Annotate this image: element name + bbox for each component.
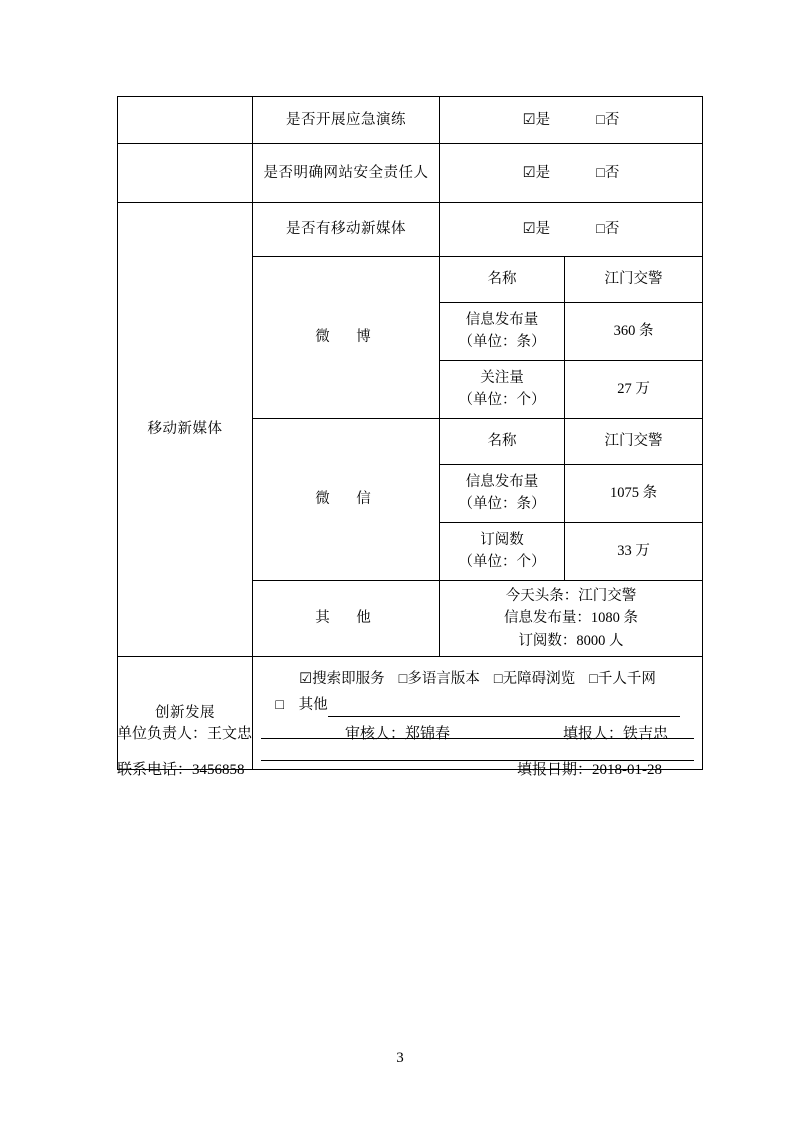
value-weixin-subs: 33 万 <box>565 523 703 581</box>
value-has-mobile-media <box>440 203 703 257</box>
other-media-line: 信息发布量：1080 条 <box>503 610 639 627</box>
page-number: 3 <box>396 1050 404 1066</box>
checkbox-has-mobile-media-no[interactable]: □否 <box>596 221 620 238</box>
phone <box>117 758 245 779</box>
label-weixin-posts <box>440 465 565 523</box>
label-other-media: 其 他 <box>253 581 440 657</box>
checkbox-personalized[interactable]: □千人千网 <box>589 671 656 688</box>
label-weibo-followers-unit: （单位：个） <box>458 391 546 408</box>
label-weibo-followers-key: 关注量 <box>480 369 524 386</box>
label-emergency-drill: 是否开展应急演练 <box>253 97 440 144</box>
value-weibo-followers: 27 万 <box>565 361 703 419</box>
signature-row-2 <box>117 758 702 778</box>
reporter <box>563 722 668 743</box>
label-weibo-name: 名称 <box>440 257 565 303</box>
table-row <box>118 203 703 257</box>
table-row <box>118 144 703 203</box>
phone-value: 3456858 <box>192 762 245 778</box>
report-date <box>517 758 662 779</box>
value-weibo-name: 江门交警 <box>565 257 703 303</box>
checkbox-innovation-other[interactable]: □ 其他 <box>275 696 328 713</box>
auditor-value: 郑锦春 <box>405 726 451 742</box>
phone-label: 联系电话： <box>117 762 193 778</box>
checkbox-search-as-service[interactable]: ☑搜索即服务 <box>299 671 385 688</box>
label-weixin: 微 信 <box>253 419 440 581</box>
checkbox-emergency-drill-no[interactable]: □否 <box>596 111 620 128</box>
label-weixin-posts-key: 信息发布量 <box>465 473 539 490</box>
innovation-options <box>259 666 696 694</box>
value-emergency-drill <box>440 97 703 144</box>
label-security-person: 是否明确网站安全责任人 <box>253 144 440 203</box>
signature-area <box>117 722 702 794</box>
checkbox-security-person-yes[interactable]: ☑是 <box>522 164 551 181</box>
cell-empty-topleft <box>118 97 253 144</box>
cell-empty-left <box>118 144 253 203</box>
label-weixin-subs <box>440 523 565 581</box>
label-weixin-subs-key: 订阅数 <box>480 531 524 548</box>
innovation-other-row <box>259 694 696 717</box>
label-weixin-subs-unit: （单位：个） <box>458 553 546 570</box>
report-date-label: 填报日期： <box>517 762 593 778</box>
label-weibo-posts-unit: （单位：条） <box>458 333 546 350</box>
report-table <box>117 96 703 770</box>
checkbox-multilingual[interactable]: □多语言版本 <box>398 671 480 688</box>
innovation-other-input[interactable] <box>328 715 680 717</box>
label-weixin-posts-unit: （单位：条） <box>458 495 546 512</box>
checkbox-accessibility[interactable]: □无障碍浏览 <box>493 671 576 688</box>
unit-leader-value: 王文忠 <box>207 726 253 742</box>
table-row <box>118 97 703 144</box>
auditor <box>345 722 450 743</box>
other-media-line: 今天头条：江门交警 <box>505 588 637 604</box>
value-weibo-posts: 360 条 <box>565 303 703 361</box>
reporter-label: 填报人： <box>563 726 624 742</box>
value-security-person <box>440 144 703 203</box>
checkbox-emergency-drill-yes[interactable]: ☑是 <box>522 111 551 128</box>
value-other-media <box>440 581 703 657</box>
label-weibo-followers <box>440 361 565 419</box>
label-weibo-posts-key: 信息发布量 <box>465 311 539 328</box>
label-mobile-media-section: 移动新媒体 <box>118 203 253 657</box>
checkbox-has-mobile-media-yes[interactable]: ☑是 <box>522 221 551 238</box>
report-date-value: 2018-01-28 <box>592 762 663 778</box>
label-has-mobile-media: 是否有移动新媒体 <box>253 203 440 257</box>
label-weibo-posts <box>440 303 565 361</box>
value-weixin-posts: 1075 条 <box>565 465 703 523</box>
unit-leader-label: 单位负责人： <box>117 726 208 742</box>
reporter-value: 铁吉忠 <box>623 726 669 742</box>
checkbox-security-person-no[interactable]: □否 <box>596 164 620 181</box>
other-media-line: 订阅数：8000 人 <box>518 632 624 649</box>
value-weixin-name: 江门交警 <box>565 419 703 465</box>
signature-row-1 <box>117 722 702 742</box>
unit-leader <box>117 722 252 743</box>
label-weixin-name: 名称 <box>440 419 565 465</box>
label-weibo: 微 博 <box>253 257 440 419</box>
auditor-label: 审核人： <box>345 726 406 742</box>
label-innovation: 创新发展 <box>118 657 253 770</box>
